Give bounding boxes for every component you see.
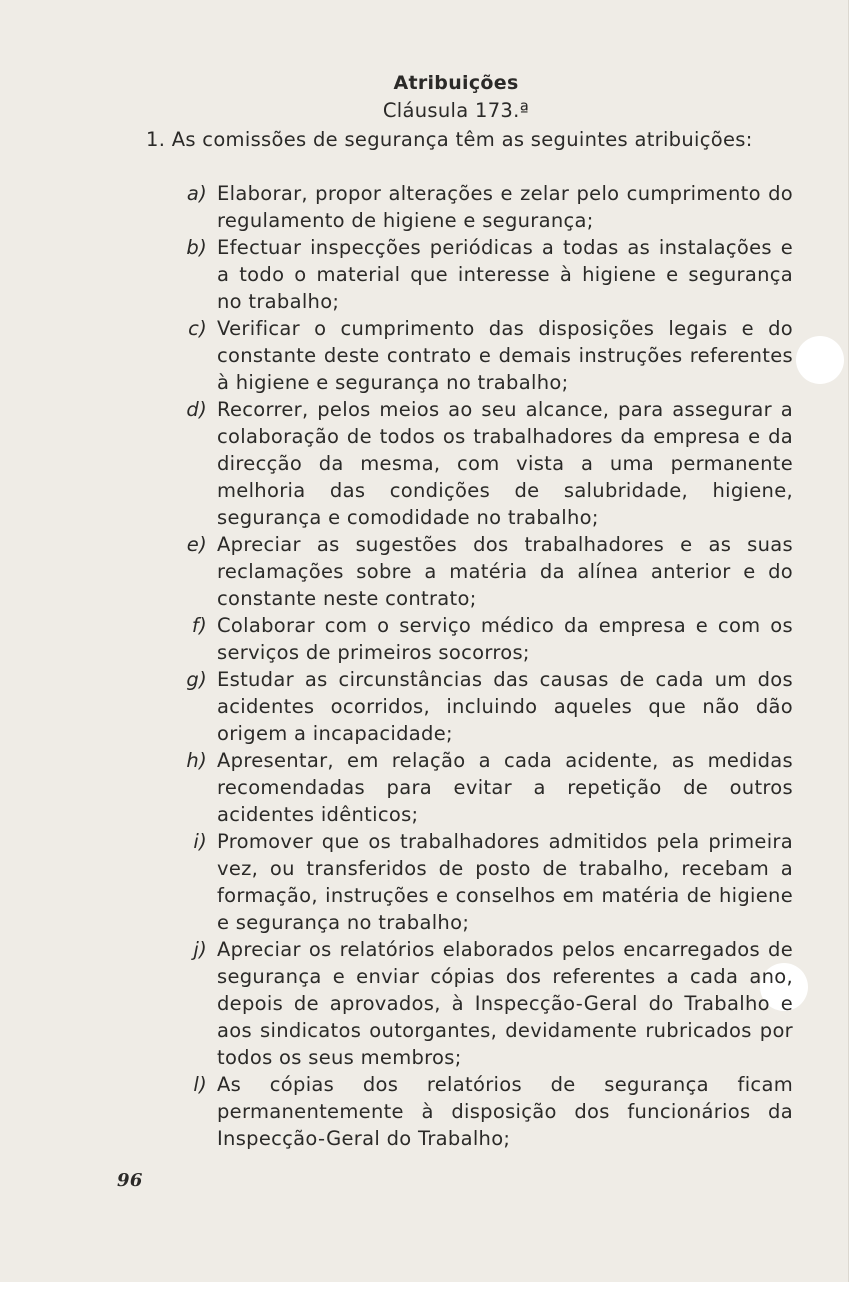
intro-paragraph: 1. As comissões de segurança têm as seguintes atribuições: bbox=[146, 128, 753, 151]
list-item bbox=[117, 315, 793, 396]
list-item bbox=[117, 936, 793, 1071]
item-text: Recorrer, pelos meios ao seu alcance, para assegurar a colaboração de todos os trabalhadores da empresa e da direcção da mesma, com vista a uma permanente melhoria das condições de salubridade, higiene, segurança e comodidade no trabalho; bbox=[217, 398, 793, 529]
item-text: As cópias dos relatórios de segurança ficam permanentemente à disposição dos funcionários da Inspecção-Geral do Trabalho; bbox=[217, 1073, 793, 1150]
item-marker: g) bbox=[186, 668, 207, 691]
item-marker: j) bbox=[193, 938, 207, 961]
item-text: Apreciar os relatórios elaborados pelos encarregados de segurança e enviar cópias dos referentes a cada ano, depois de aprovados, à Inspecção-Geral do Trabalho e aos sindicatos outorgantes, devidamente rubricados por todos os seus membros; bbox=[217, 938, 793, 1069]
list-item bbox=[117, 828, 793, 936]
item-marker: a) bbox=[186, 182, 207, 205]
list-item bbox=[117, 180, 793, 234]
list-item bbox=[117, 396, 793, 531]
attributions-list bbox=[117, 180, 793, 1152]
list-item bbox=[117, 666, 793, 747]
list-item bbox=[117, 234, 793, 315]
item-marker: l) bbox=[193, 1073, 207, 1096]
item-marker: i) bbox=[193, 830, 207, 853]
item-text: Verificar o cumprimento das disposições legais e do constante deste contrato e demais instruções referentes à higiene e segurança no trabalho; bbox=[217, 317, 793, 394]
item-marker: f) bbox=[191, 614, 207, 637]
item-marker: h) bbox=[186, 749, 207, 772]
item-marker: b) bbox=[186, 236, 207, 259]
item-text: Colaborar com o serviço médico da empresa e com os serviços de primeiros socorros; bbox=[217, 614, 793, 664]
item-marker: e) bbox=[186, 533, 207, 556]
list-item bbox=[117, 747, 793, 828]
item-text: Apreciar as sugestões dos trabalhadores e as suas reclamações sobre a matéria da alínea anterior e do constante neste contrato; bbox=[217, 533, 793, 610]
list-item bbox=[117, 1071, 793, 1152]
punch-hole bbox=[796, 336, 844, 384]
item-text: Promover que os trabalhadores admitidos pela primeira vez, ou transferidos de posto de trabalho, recebam a formação, instruções e conselhos em matéria de higiene e segurança no trabalho; bbox=[217, 830, 793, 934]
item-text: Elaborar, propor alterações e zelar pelo cumprimento do regulamento de higiene e segurança; bbox=[217, 182, 793, 232]
item-marker: d) bbox=[186, 398, 207, 421]
list-item bbox=[117, 531, 793, 612]
item-text: Efectuar inspecções periódicas a todas as instalações e a todo o material que interesse à higiene e segurança no trabalho; bbox=[217, 236, 793, 313]
list-item bbox=[117, 612, 793, 666]
item-text: Estudar as circunstâncias das causas de cada um dos acidentes ocorridos, incluindo aqueles que não dão origem a incapacidade; bbox=[217, 668, 793, 745]
section-title: Atribuições bbox=[393, 72, 519, 94]
page-number: 96 bbox=[117, 1170, 143, 1191]
clause-number: Cláusula 173.ª bbox=[382, 99, 530, 122]
item-marker: c) bbox=[188, 317, 207, 340]
item-text: Apresentar, em relação a cada acidente, as medidas recomendadas para evitar a repetição de outros acidentes idênticos; bbox=[217, 749, 793, 826]
